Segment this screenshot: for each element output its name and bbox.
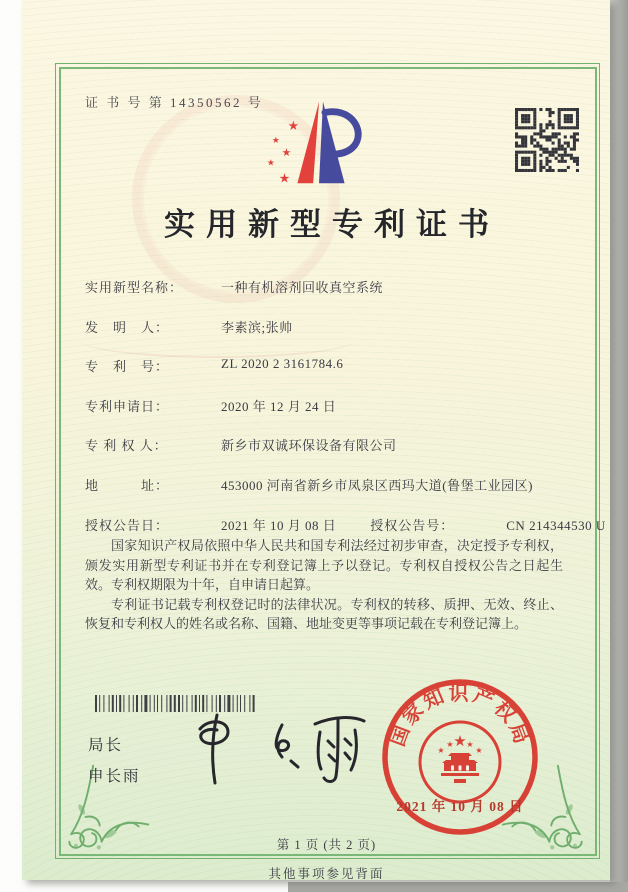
svg-text:★: ★ bbox=[446, 740, 454, 749]
field-value: ZL 2020 2 3161784.6 bbox=[221, 356, 344, 372]
director-signature-icon bbox=[187, 703, 372, 793]
official-seal bbox=[375, 672, 545, 842]
field-label: 实用新型名称： bbox=[85, 280, 184, 295]
field-label: 授权公告日： bbox=[85, 517, 170, 533]
field-row-address bbox=[85, 475, 575, 500]
field-label: 专 利 号： bbox=[85, 359, 170, 375]
back-side-note: 其他事项参见背面 bbox=[268, 867, 385, 881]
field-row-patentee bbox=[85, 435, 575, 460]
svg-text:★: ★ bbox=[281, 145, 292, 159]
certificate-fields bbox=[85, 277, 606, 554]
scan-shadow-bottom bbox=[288, 882, 628, 892]
certificate-page bbox=[22, 0, 610, 880]
cnipa-logo-icon bbox=[262, 96, 380, 188]
legal-text bbox=[85, 536, 563, 634]
field-value: 李素滨;张帅 bbox=[221, 319, 293, 335]
field-label: 地 址： bbox=[85, 477, 170, 493]
certificate-number: 证 书 号 第 14350562 号 bbox=[85, 95, 264, 110]
scan-shadow-right bbox=[610, 0, 628, 892]
national-emblem-icon bbox=[420, 722, 500, 802]
svg-text:★: ★ bbox=[266, 158, 275, 169]
qr-code bbox=[515, 108, 579, 172]
svg-text:★: ★ bbox=[287, 119, 300, 135]
field-value: 2020 年 12 月 24 日 bbox=[221, 398, 337, 414]
director-title: 局长 bbox=[88, 737, 124, 754]
field-value: 453000 河南省新乡市凤泉区西玛大道(鲁堡工业园区) bbox=[221, 477, 533, 493]
page-indicator: 第 1 页 (共 2 页) bbox=[276, 838, 377, 852]
director-name: 申长雨 bbox=[88, 768, 141, 785]
field-row-inventor bbox=[85, 317, 575, 342]
field-label: 专利申请日： bbox=[85, 398, 170, 414]
certificate-title: 实用新型专利证书 bbox=[164, 207, 500, 242]
field-value: 一种有机溶剂回收真空系统 bbox=[221, 280, 384, 295]
svg-text:★: ★ bbox=[437, 746, 445, 755]
director-block bbox=[88, 733, 141, 795]
field-row-filing-date bbox=[85, 396, 575, 421]
field-row-name bbox=[85, 277, 575, 302]
svg-text:★: ★ bbox=[466, 740, 474, 749]
field-row-patent-no bbox=[85, 356, 575, 381]
svg-text:★: ★ bbox=[278, 171, 291, 187]
svg-text:★: ★ bbox=[475, 746, 483, 755]
svg-text:★: ★ bbox=[271, 135, 280, 146]
seal-date: 2021 年 10 月 08 日 bbox=[396, 799, 524, 814]
svg-text:★: ★ bbox=[453, 732, 467, 750]
field-label: 授权公告号： bbox=[370, 517, 455, 533]
legal-paragraph-2: 专利证书记载专利权登记时的法律状况。专利权的转移、质押、无效、终止、恢复和专利权人的姓名或名称、国籍、地址变更等事项记载在专利登记簿上。 bbox=[85, 596, 563, 632]
field-value: 新乡市双诚环保设备有限公司 bbox=[221, 438, 397, 454]
seal-text: 国家知识产权局 bbox=[386, 682, 534, 750]
field-label: 专 利 权 人： bbox=[85, 438, 168, 454]
field-label: 发 明 人： bbox=[85, 319, 170, 335]
field-value: CN 214344530 U bbox=[506, 517, 606, 533]
field-value: 2021 年 10 月 08 日 bbox=[221, 517, 337, 533]
legal-paragraph-1: 国家知识产权局依照中华人民共和国专利法经过初步审查，决定授予专利权，颁发实用新型专利证书并在专利登记簿上予以登记。专利权自授权公告之日起生效。专利权期限为十年，自申请日起算。 bbox=[85, 538, 563, 593]
